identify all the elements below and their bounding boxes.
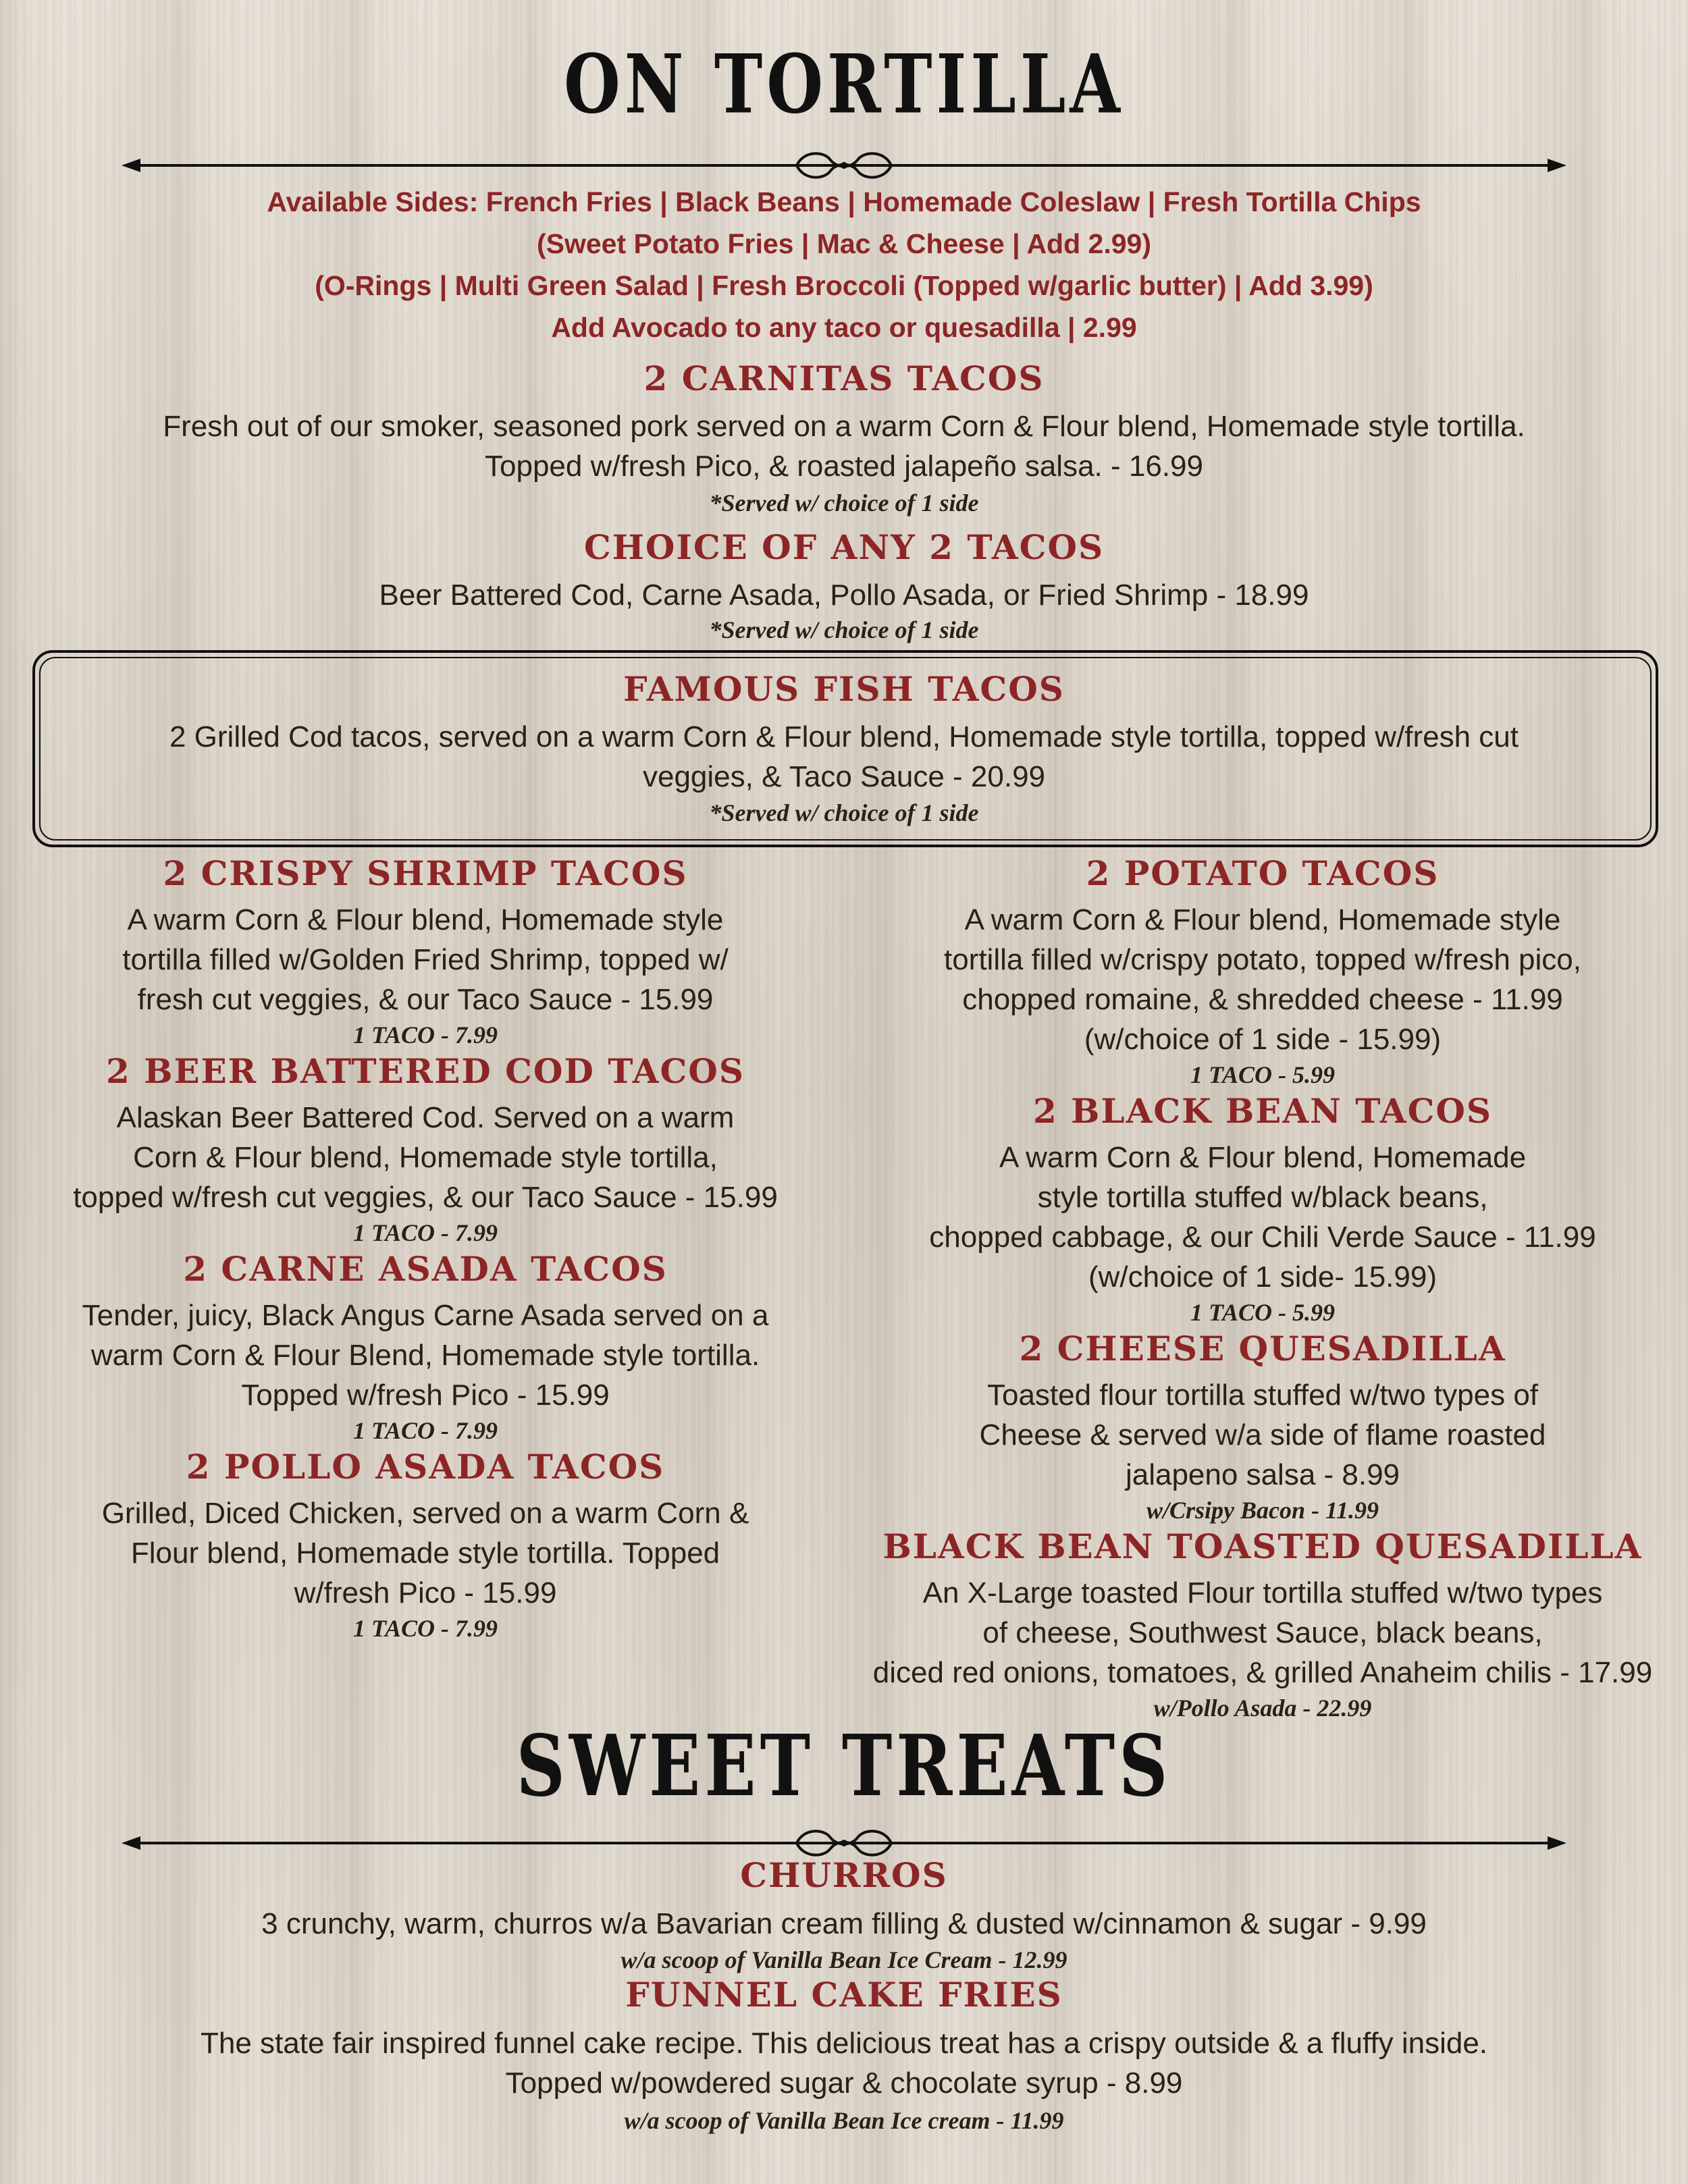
item-desc: tortilla filled w/Golden Fried Shrimp, topped w/ — [122, 943, 729, 976]
menu-item — [844, 1328, 1681, 1526]
item-desc: of cheese, Southwest Sauce, black beans, — [982, 1616, 1543, 1649]
menu-item — [20, 853, 830, 1050]
sides-line: (Sweet Potato Fries | Mac & Cheese | Add 2.99) — [536, 228, 1151, 259]
item-name: 2 CARNE ASADA TACOS — [183, 1249, 668, 1289]
item-desc: An X-Large toasted Flour tortilla stuffed w/two types — [922, 1576, 1603, 1609]
item-desc-choice: Beer Battered Cod, Carne Asada, Pollo Asada, or Fried Shrimp - 18.99 — [379, 579, 1309, 612]
item-name: BLACK BEAN TOASTED QUESADILLA — [882, 1526, 1643, 1566]
item-name-carnitas: 2 CARNITAS TACOS — [643, 358, 1045, 398]
item-desc: chopped romaine, & shredded cheese - 11.99 — [962, 983, 1563, 1016]
item-note: 1 TACO - 7.99 — [352, 1615, 498, 1642]
item-desc: Alaskan Beer Battered Cod. Served on a warm — [116, 1101, 735, 1134]
item-desc: topped w/fresh cut veggies, & our Taco Sauce - 15.99 — [73, 1181, 778, 1214]
menu-item — [844, 1090, 1681, 1328]
item-desc: A warm Corn & Flour blend, Homemade — [999, 1141, 1527, 1174]
item-desc-funnel: The state fair inspired funnel cake recipe. This delicious treat has a crispy outside & a fluffy inside. — [200, 2027, 1488, 2060]
item-note-fish: *Served w/ choice of 1 side — [709, 799, 979, 826]
item-note-funnel: w/a scoop of Vanilla Bean Ice cream - 11.99 — [624, 2107, 1064, 2134]
menu-item — [844, 1526, 1681, 1724]
sides-line: Add Avocado to any taco or quesadilla | 2.99 — [551, 312, 1137, 343]
item-desc: Tender, juicy, Black Angus Carne Asada served on a — [82, 1299, 769, 1332]
available-sides — [0, 181, 1688, 348]
menu-column-left — [20, 853, 830, 1644]
item-note: 1 TACO - 7.99 — [352, 1417, 498, 1444]
item-desc: Toasted flour tortilla stuffed w/two types of — [986, 1379, 1539, 1412]
item-note: 1 TACO - 7.99 — [352, 1219, 498, 1246]
item-desc: fresh cut veggies, & our Taco Sauce - 15.99 — [137, 983, 714, 1016]
item-desc: jalapeno salsa - 8.99 — [1125, 1458, 1400, 1491]
item-note-choice: *Served w/ choice of 1 side — [709, 616, 979, 643]
item-desc-fish: veggies, & Taco Sauce - 20.99 — [642, 760, 1046, 793]
menu-item — [20, 1050, 830, 1248]
item-desc: tortilla filled w/crispy potato, topped w/fresh pico, — [943, 943, 1581, 976]
item-desc-churros: 3 crunchy, warm, churros w/a Bavarian cream filling & dusted w/cinnamon & sugar - 9.99 — [261, 1907, 1427, 1940]
item-desc: (w/choice of 1 side- 15.99) — [1088, 1260, 1438, 1294]
item-name: 2 BEER BATTERED COD TACOS — [106, 1051, 745, 1091]
item-desc: A warm Corn & Flour blend, Homemade style — [127, 903, 724, 936]
menu-item — [844, 853, 1681, 1090]
item-desc: warm Corn & Flour Blend, Homemade style tortilla. — [90, 1339, 760, 1372]
item-desc: Grilled, Diced Chicken, served on a warm Corn & — [101, 1497, 749, 1530]
menu-column-right — [844, 853, 1681, 1724]
divider-ornament — [122, 145, 1566, 186]
sides-line: (O-Rings | Multi Green Salad | Fresh Broccoli (Topped w/garlic butter) | Add 3.99) — [315, 270, 1373, 301]
item-name: 2 CHEESE QUESADILLA — [1019, 1329, 1506, 1368]
item-name: 2 CRISPY SHRIMP TACOS — [163, 853, 688, 893]
item-name: 2 BLACK BEAN TACOS — [1032, 1091, 1493, 1131]
item-desc: Flour blend, Homemade style tortilla. Topped — [130, 1537, 720, 1570]
item-desc: Topped w/fresh Pico - 15.99 — [241, 1379, 610, 1412]
item-desc: Corn & Flour blend, Homemade style tortilla, — [133, 1141, 718, 1174]
item-name: 2 POTATO TACOS — [1086, 853, 1440, 893]
item-desc-fish: 2 Grilled Cod tacos, served on a warm Corn & Flour blend, Homemade style tortilla, topped w/fresh cut — [169, 720, 1519, 753]
item-note: 1 TACO - 7.99 — [352, 1021, 498, 1048]
item-desc: diced red onions, tomatoes, & grilled Anaheim chilis - 17.99 — [872, 1656, 1653, 1689]
item-note-carnitas: *Served w/ choice of 1 side — [709, 489, 979, 516]
item-name-funnel: FUNNEL CAKE FRIES — [625, 1975, 1063, 2015]
item-note-churros: w/a scoop of Vanilla Bean Ice Cream - 12.99 — [621, 1946, 1067, 1973]
item-note: w/Crsipy Bacon - 11.99 — [1146, 1497, 1379, 1524]
item-desc: (w/choice of 1 side - 15.99) — [1084, 1023, 1442, 1056]
item-note: 1 TACO - 5.99 — [1190, 1061, 1335, 1088]
section-title-on-tortilla: ON TORTILLA — [564, 36, 1124, 132]
item-note: w/Pollo Asada - 22.99 — [1153, 1695, 1372, 1722]
menu-item — [20, 1446, 830, 1644]
item-desc-funnel: Topped w/powdered sugar & chocolate syrup - 8.99 — [505, 2067, 1183, 2100]
item-desc: Cheese & served w/a side of flame roasted — [979, 1418, 1546, 1451]
item-desc: style tortilla stuffed w/black beans, — [1037, 1181, 1488, 1214]
item-desc-carnitas: Fresh out of our smoker, seasoned pork served on a warm Corn & Flour blend, Homemade style tortilla. — [163, 410, 1525, 443]
section-title-sweet-treats: SWEET TREATS — [516, 1715, 1172, 1815]
sides-line: Available Sides: French Fries | Black Beans | Homemade Coleslaw | Fresh Tortilla Chips — [267, 186, 1421, 217]
item-name: 2 POLLO ASADA TACOS — [186, 1447, 665, 1487]
item-desc: chopped cabbage, & our Chili Verde Sauce - 11.99 — [929, 1221, 1596, 1254]
menu-item — [20, 1248, 830, 1446]
item-name-fish: FAMOUS FISH TACOS — [623, 669, 1065, 709]
item-name-choice: CHOICE OF ANY 2 TACOS — [583, 527, 1105, 567]
item-name-churros: CHURROS — [740, 1855, 948, 1895]
item-note: 1 TACO - 5.99 — [1190, 1299, 1335, 1326]
item-desc-carnitas: Topped w/fresh Pico, & roasted jalapeño salsa. - 16.99 — [485, 450, 1203, 483]
item-desc: w/fresh Pico - 15.99 — [294, 1576, 557, 1609]
item-desc: A warm Corn & Flour blend, Homemade style — [964, 903, 1561, 936]
